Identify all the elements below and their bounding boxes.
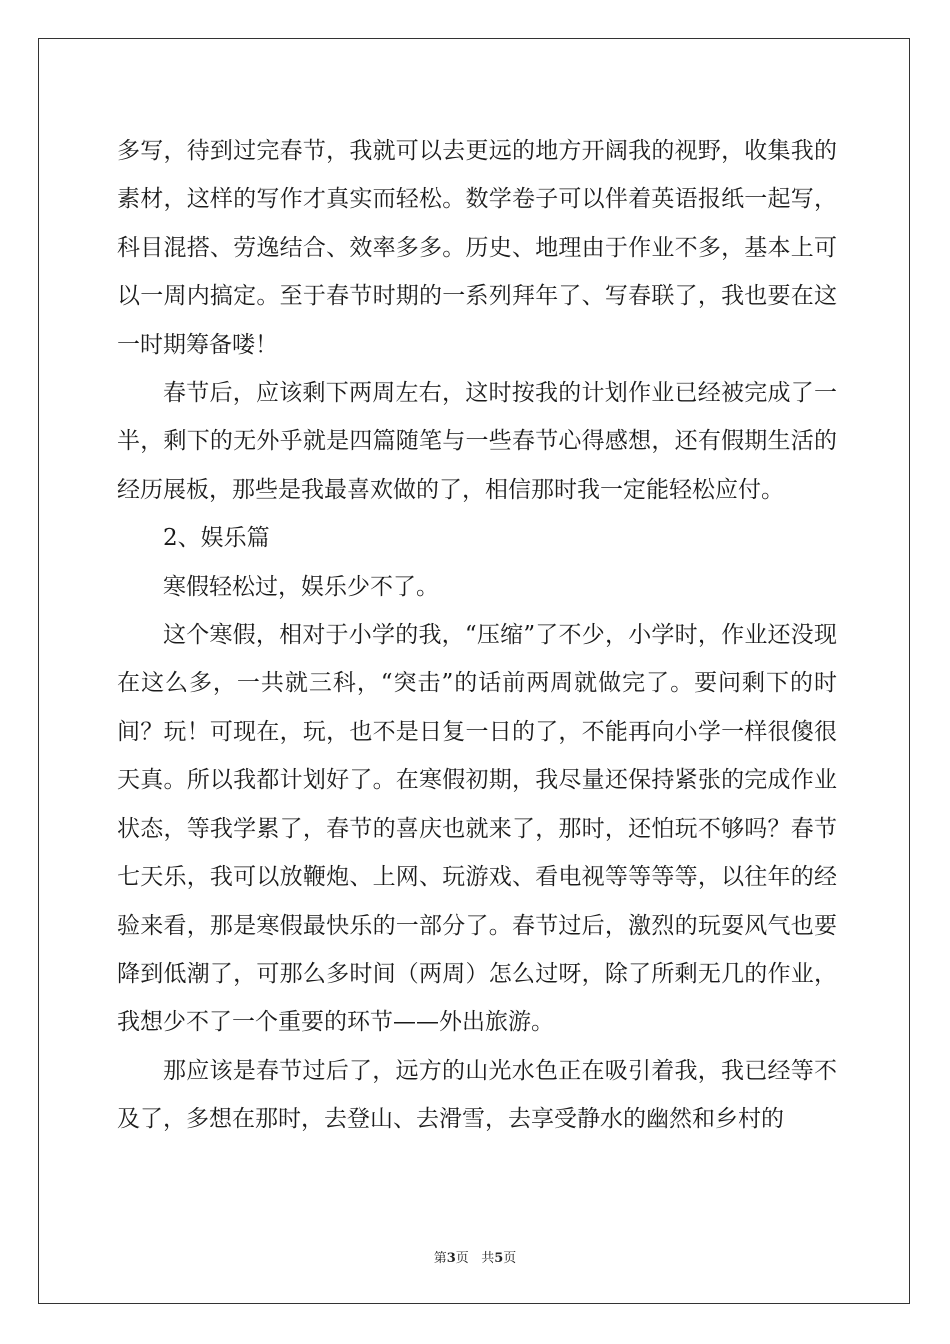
- page-number-prefix: 第: [433, 1251, 447, 1266]
- paragraph-1: 多写，待到过完春节，我就可以去更远的地方开阔我的视野，收集我的素材，这样的写作才真实而轻松。数学卷子可以伴着英语报纸一起写，科目混搭、劳逸结合、效率多多。历史、地理由于作业不多，基本上可以一周内搞定。至于春节时期的一系列拜年了、写春联了，我也要在这一时期筹备喽！: [117, 138, 837, 358]
- page-total: 5: [494, 1251, 504, 1266]
- section-heading-entertainment: 2、娱乐篇: [163, 525, 270, 552]
- paragraph-3: 寒假轻松过，娱乐少不了。: [163, 573, 439, 600]
- paragraph-5: 那应该是春节过后了，远方的山光水色正在吸引着我，我已经等不及了，多想在那时，去登山、去滑雪，去享受静水的幽然和乡村的: [117, 1057, 837, 1133]
- paragraph-2: 春节后，应该剩下两周左右，这时按我的计划作业已经被完成了一半，剩下的无外乎就是四篇随笔与一些春节心得感想，还有假期生活的经历展板，那些是我最喜欢做的了，相信那时我一定能轻松应付。: [117, 380, 837, 503]
- page-total-prefix: 共: [481, 1251, 495, 1266]
- document-body: [117, 127, 837, 1144]
- page-number-current: 3: [446, 1251, 456, 1266]
- page-total-suffix: 页: [503, 1251, 517, 1266]
- page-footer: [0, 1247, 950, 1266]
- paragraph-4: 这个寒假，相对于小学的我，“压缩”了不少，小学时，作业还没现在这么多，一共就三科，“突击”的话前两周就做完了。要问剩下的时间？玩！可现在，玩，也不是日复一日的了，不能再向小学一样很傻很天真。所以我都计划好了。在寒假初期，我尽量还保持紧张的完成作业状态，等我学累了，春节的喜庆也就来了，那时，还怕玩不够吗？春节七天乐，我可以放鞭炮、上网、玩游戏、看电视等等等等，以往年的经验来看，那是寒假最快乐的一部分了。春节过后，激烈的玩耍风气也要降到低潮了，可那么多时间（两周）怎么过呀，除了所剩无几的作业，我想少不了一个重要的环节——外出旅游。: [117, 622, 837, 1036]
- page-number-suffix: 页: [455, 1251, 469, 1266]
